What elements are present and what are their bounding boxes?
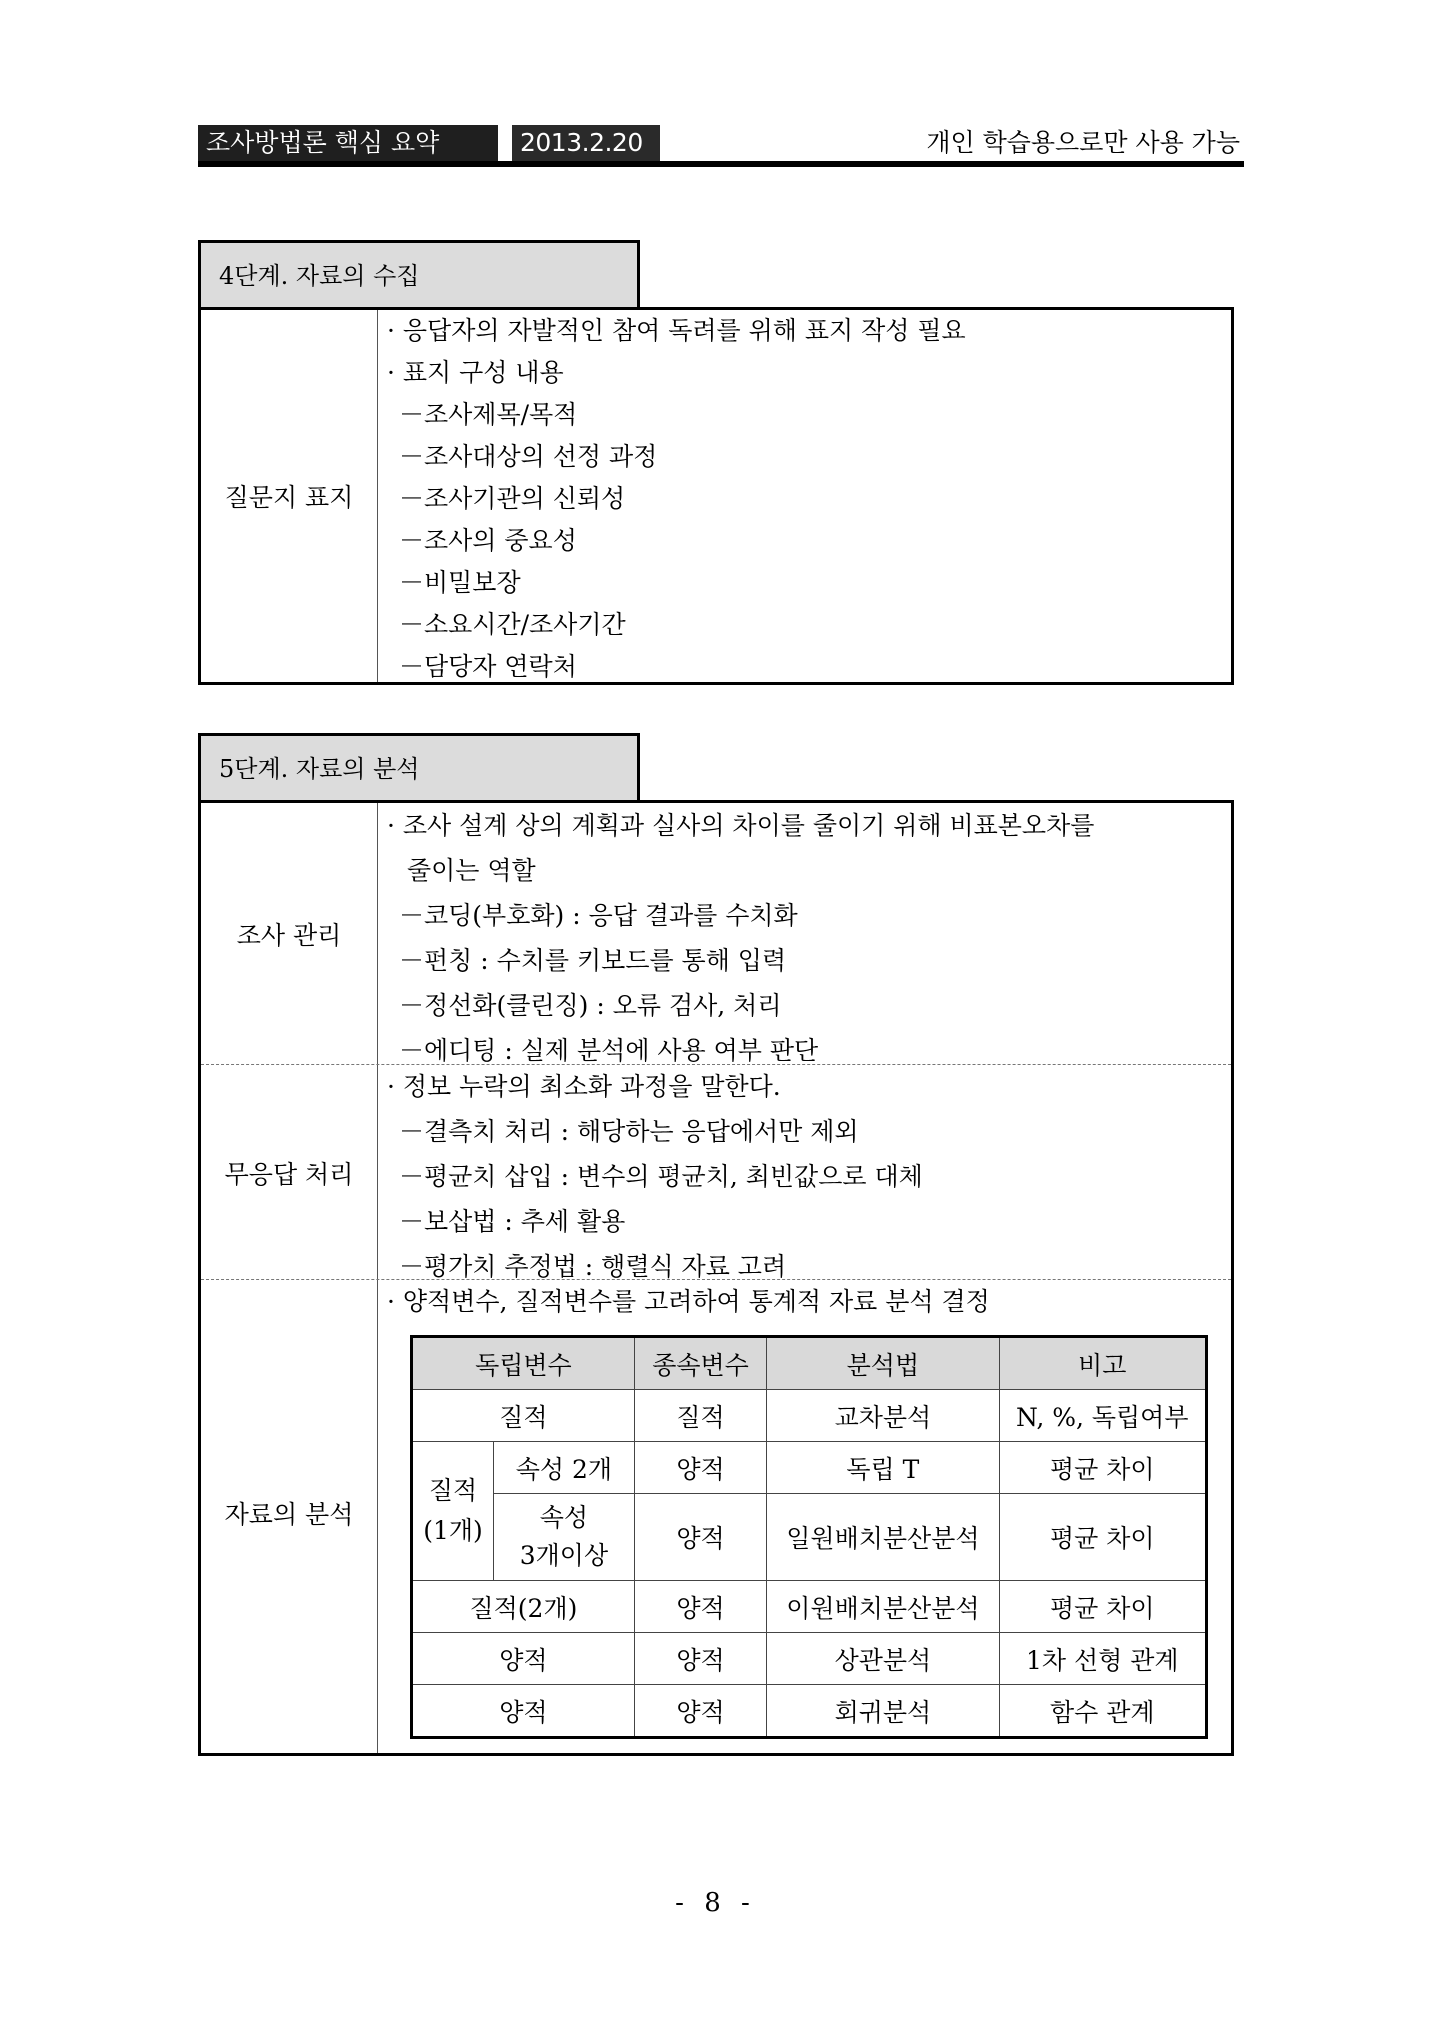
table-cell: 평균 차이 [999, 1442, 1206, 1494]
section4-line: －담당자 연락처 [399, 652, 577, 681]
analysis-label: 자료의 분석 [224, 1500, 354, 1529]
table-cell: 교차분석 [767, 1390, 999, 1442]
mgmt-line: －펀칭 : 수치를 키보드를 통해 입력 [399, 946, 787, 975]
nonresponse-lines [387, 1064, 1227, 1289]
table-cell: 질적 [412, 1390, 635, 1442]
table-row [412, 1581, 1207, 1633]
table-header: 분석법 [767, 1337, 999, 1390]
table-row [412, 1685, 1207, 1738]
mgmt-line: · 조사 설계 상의 계획과 실사의 차이를 줄이기 위해 비표본오차를 [387, 811, 1095, 840]
table-cell: 속성 2개 [493, 1442, 634, 1494]
table-cell: 양적 [634, 1494, 766, 1581]
section4-line: －조사의 중요성 [399, 526, 577, 555]
section4-line: · 표지 구성 내용 [387, 358, 564, 387]
section4-line: －비밀보장 [399, 568, 521, 597]
table-header: 비고 [999, 1337, 1206, 1390]
section4-lines [387, 310, 1227, 688]
table-cell: 회귀분석 [767, 1685, 999, 1738]
nonresponse-line: · 정보 누락의 최소화 과정을 말한다. [387, 1072, 781, 1101]
nonresponse-line: －보삽법 : 추세 활용 [399, 1207, 626, 1236]
table-cell [493, 1494, 634, 1581]
page-number: - 8 - [675, 1888, 756, 1918]
section4-line: －소요시간/조사기간 [399, 610, 626, 639]
table-row [412, 1390, 1207, 1442]
page-header [198, 125, 1244, 163]
header-date: 2013.2.20 [512, 125, 660, 161]
table-cell: 양적 [634, 1685, 766, 1738]
section4-line: －조사기관의 신뢰성 [399, 484, 626, 513]
sub-label: 속성 [539, 1503, 589, 1532]
table-cell: 일원배치분산분석 [767, 1494, 999, 1581]
table-cell: 1차 선형 관계 [999, 1633, 1206, 1685]
table-row [412, 1633, 1207, 1685]
section4-line: · 응답자의 자발적인 참여 독려를 위해 표지 작성 필요 [387, 316, 966, 345]
section4-label: 질문지 표지 [224, 483, 354, 512]
table-cell: 평균 차이 [999, 1494, 1206, 1581]
section4-line: －조사대상의 선정 과정 [399, 442, 658, 471]
table-cell: 양적 [634, 1442, 766, 1494]
table-cell: 질적(2개) [412, 1581, 635, 1633]
table-cell: 양적 [412, 1633, 635, 1685]
section4-box [198, 307, 1234, 685]
analysis-table [410, 1335, 1208, 1739]
mgmt-line: －에디팅 : 실제 분석에 사용 여부 판단 [399, 1036, 819, 1065]
table-cell: 양적 [634, 1633, 766, 1685]
table-header: 독립변수 [412, 1337, 635, 1390]
group-label: (1개) [423, 1516, 483, 1545]
mgmt-lines [387, 803, 1227, 1073]
analysis-intro: · 양적변수, 질적변수를 고려하여 통계적 자료 분석 결정 [387, 1287, 990, 1316]
table-cell: 이원배치분산분석 [767, 1581, 999, 1633]
table-row [412, 1494, 1207, 1581]
header-rule [198, 161, 1244, 167]
table-cell: 질적 [634, 1390, 766, 1442]
mgmt-label: 조사 관리 [236, 921, 342, 950]
table-cell: N, %, 독립여부 [999, 1390, 1206, 1442]
nonresponse-label: 무응답 처리 [224, 1160, 354, 1189]
header-notice: 개인 학습용으로만 사용 가능 [926, 128, 1240, 157]
table-header-row [412, 1337, 1207, 1390]
sub-label: 3개이상 [519, 1541, 609, 1570]
table-row [412, 1442, 1207, 1494]
table-cell: 양적 [412, 1685, 635, 1738]
table-cell: 독립 T [767, 1442, 999, 1494]
mgmt-line: －코딩(부호화) : 응답 결과를 수치화 [399, 901, 798, 930]
nonresponse-line: －평가치 추정법 : 행렬식 자료 고려 [399, 1252, 787, 1281]
section4-line: －조사제목/목적 [399, 400, 578, 429]
mgmt-line: －정선화(클린징) : 오류 검사, 처리 [399, 991, 782, 1020]
table-cell: 양적 [634, 1581, 766, 1633]
table-cell: 평균 차이 [999, 1581, 1206, 1633]
header-title: 조사방법론 핵심 요약 [198, 125, 498, 161]
nonresponse-line: －결측치 처리 : 해당하는 응답에서만 제외 [399, 1117, 859, 1146]
table-cell: 함수 관계 [999, 1685, 1206, 1738]
nonresponse-line: －평균치 삽입 : 변수의 평균치, 최빈값으로 대체 [399, 1162, 923, 1191]
analysis-lines [387, 1279, 1227, 1324]
table-header: 종속변수 [634, 1337, 766, 1390]
group-label: 질적 [428, 1476, 478, 1505]
table-group-cell [412, 1442, 494, 1581]
section5-tab: 5단계. 자료의 분석 [198, 733, 640, 802]
section4-tab: 4단계. 자료의 수집 [198, 240, 640, 309]
mgmt-line: 줄이는 역할 [407, 856, 536, 885]
table-cell: 상관분석 [767, 1633, 999, 1685]
